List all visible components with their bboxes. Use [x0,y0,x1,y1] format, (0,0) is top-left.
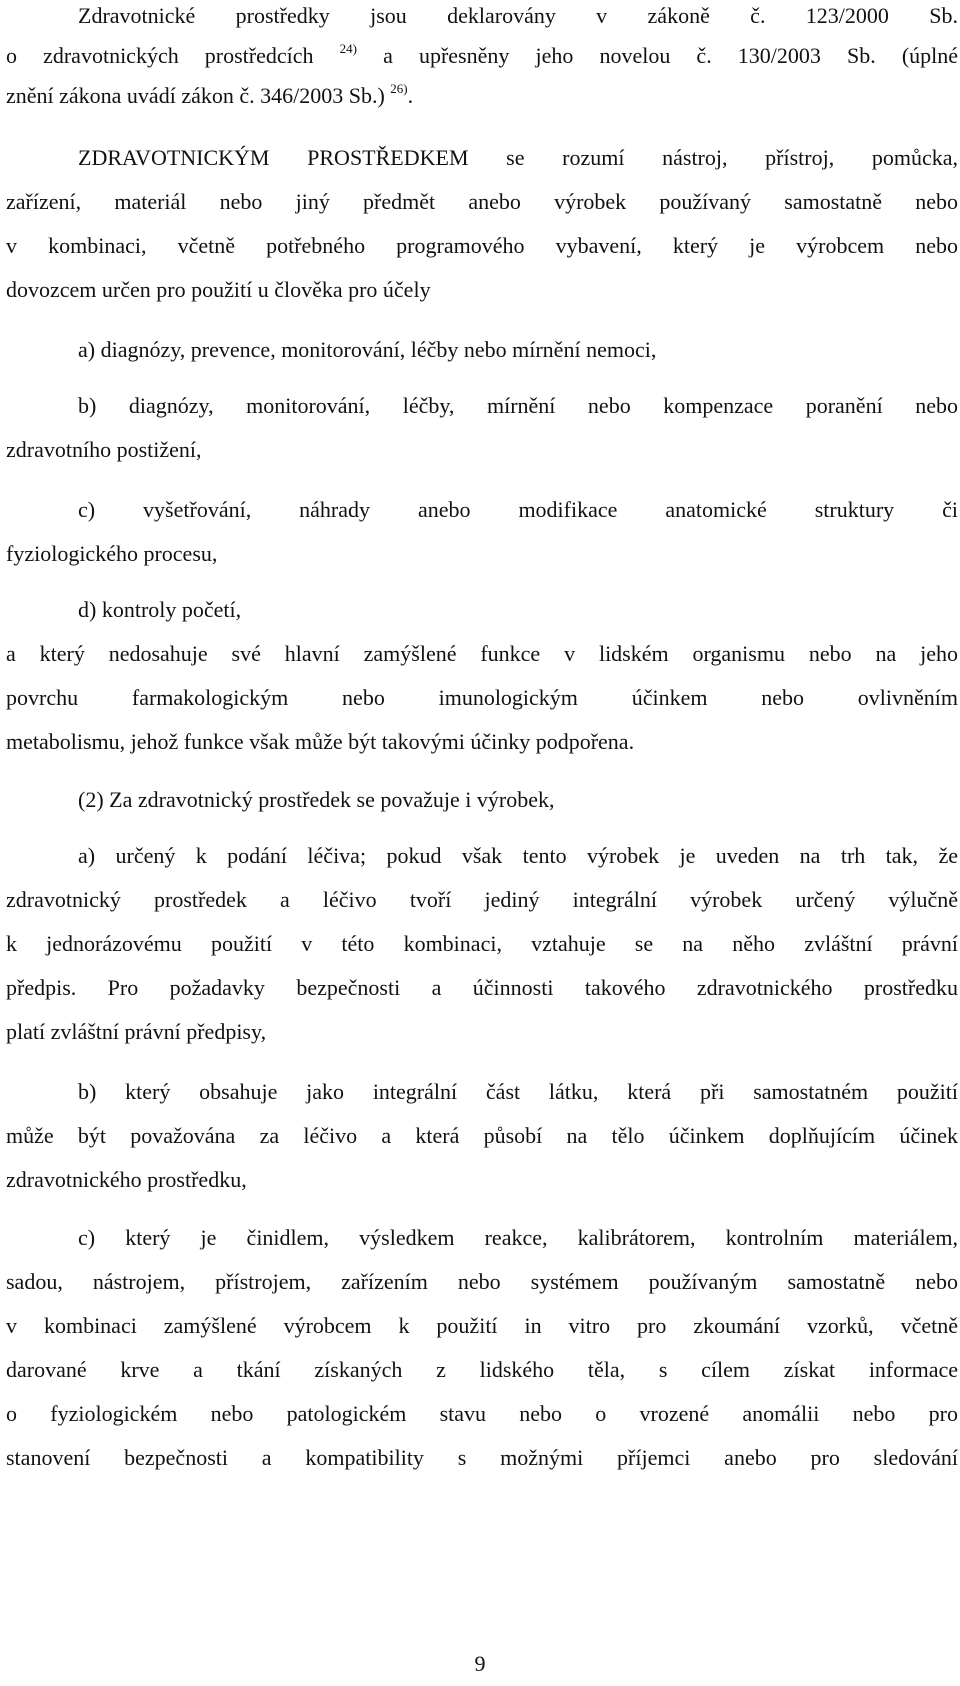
intro-line-2 [6,42,958,73]
item-a: a) diagnózy, prevence, monitorování, léčby nebo mírnění nemoci, [78,337,657,362]
section-2-b-line-1: b) který obsahuje jako integrální část látku, která při samostatném použití [78,1079,958,1104]
section-2-a-line-2: zdravotnický prostředek a léčivo tvoří jediný integrální výrobek určený výlučně [6,887,958,912]
definition-line-1: ZDRAVOTNICKÝM PROSTŘEDKEM se rozumí nástroj, přístroj, pomůcka, [78,145,958,170]
section-2-a-line-1: a) určený k podání léčiva; pokud však tento výrobek je uveden na trh tak, že [78,843,958,868]
footnote-ref-26: 26) [390,81,408,96]
intro-line-2-post: a upřesněny jeho novelou č. 130/2003 Sb. (úplné [383,43,959,68]
section-2-a-line-3: k jednorázovému použití v této kombinaci, vztahuje se na něho zvláštní právní [6,931,958,956]
section-2-b-line-2: může být považována za léčivo a která působí na tělo účinkem doplňujícím účinek [6,1123,958,1148]
closing-line-2: povrchu farmakologickým nebo imunologickým účinkem nebo ovlivněním [6,685,958,710]
section-2-b-line-3: zdravotnického prostředku, [6,1167,247,1192]
section-2-c-line-4: darované krve a tkání získaných z lidského těla, s cílem získat informace [6,1357,958,1382]
section-2-c-line-1: c) který je činidlem, výsledkem reakce, kalibrátorem, kontrolním materiálem, [78,1225,958,1250]
item-d: d) kontroly početí, [78,597,242,622]
footnote-ref-24: 24) [339,41,357,56]
intro-line-3 [6,82,958,113]
closing-line-3: metabolismu, jehož funkce však může být takovými účinky podpořena. [6,729,635,754]
intro-line-1: Zdravotnické prostředky jsou deklarovány v zákoně č. 123/2000 Sb. [78,3,958,28]
page-number: 9 [474,1651,486,1676]
intro-line-2-pre: o zdravotnických prostředcích [6,43,314,68]
item-c-line-1: c) vyšetřování, náhrady anebo modifikace anatomické struktury či [78,497,958,522]
closing-line-1: a který nedosahuje své hlavní zamýšlené funkce v lidském organismu nebo na jeho [6,641,958,666]
item-c-line-2: fyziologického procesu, [6,541,218,566]
section-2-c-line-5: o fyziologickém nebo patologickém stavu nebo o vrozené anomálii nebo pro [6,1401,958,1426]
definition-line-2: zařízení, materiál nebo jiný předmět anebo výrobek používaný samostatně nebo [6,189,958,214]
definition-line-3: v kombinaci, včetně potřebného programového vybavení, který je výrobcem nebo [6,233,958,258]
section-2-c-line-3: v kombinaci zamýšlené výrobcem k použití in vitro pro zkoumání vzorků, včetně [6,1313,958,1338]
definition-line-4: dovozcem určen pro použití u člověka pro účely [6,277,431,302]
section-2-a-line-5: platí zvláštní právní předpisy, [6,1019,267,1044]
section-2-heading: (2) Za zdravotnický prostředek se považuje i výrobek, [78,787,555,812]
item-b-line-1: b) diagnózy, monitorování, léčby, mírnění nebo kompenzace poranění nebo [78,393,958,418]
section-2-c-line-2: sadou, nástrojem, přístrojem, zařízením nebo systémem používaným samostatně nebo [6,1269,958,1294]
section-2-c-line-6: stanovení bezpečnosti a kompatibility s možnými příjemci anebo pro sledování [6,1445,958,1470]
intro-line-3-pre: znění zákona uvádí zákon č. 346/2003 Sb.) [6,83,385,108]
intro-line-3-post: . [407,83,414,108]
item-b-line-2: zdravotního postižení, [6,437,202,462]
section-2-a-line-4: předpis. Pro požadavky bezpečnosti a účinnosti takového zdravotnického prostředku [6,975,958,1000]
